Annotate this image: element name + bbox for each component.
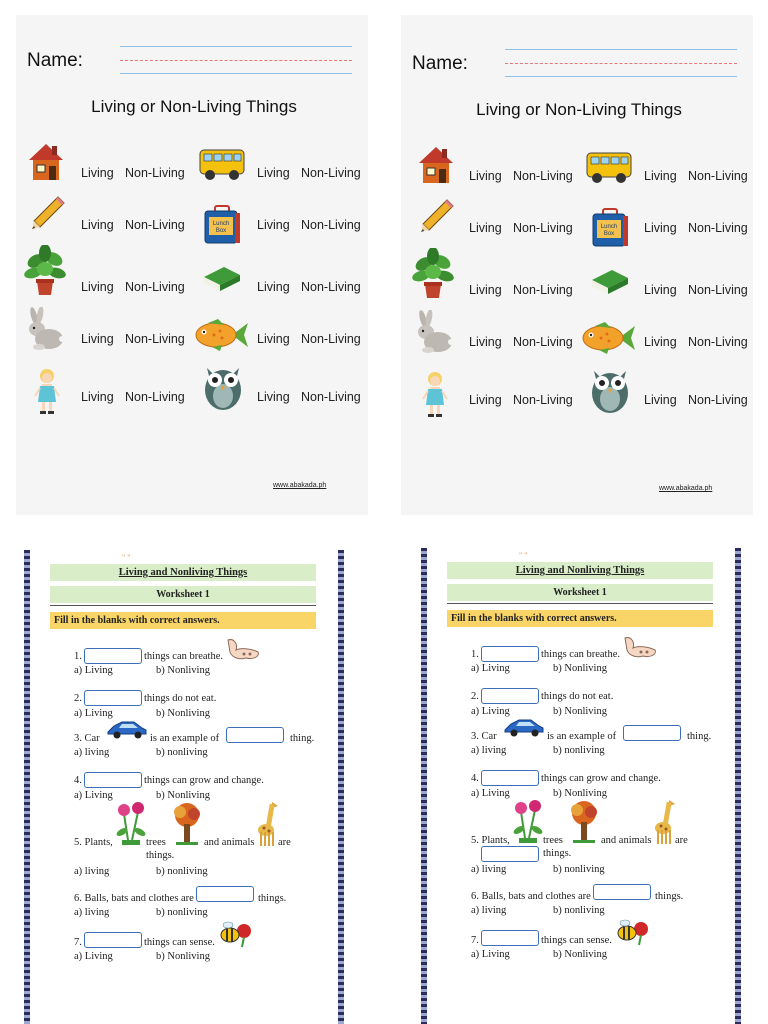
house-icon: [26, 140, 66, 182]
decorative-border: [735, 548, 741, 1024]
divider: [447, 603, 713, 604]
answer-blank[interactable]: [593, 884, 651, 900]
worksheet-title: Living or Non-Living Things: [91, 97, 297, 116]
question-number: 4.: [74, 775, 82, 786]
question-text: things can grow and change.: [541, 773, 661, 784]
giraffe-icon: [256, 800, 280, 848]
answer-blank[interactable]: [481, 930, 539, 946]
option-a[interactable]: a) Living: [74, 790, 113, 801]
question-number: 3. Car: [74, 733, 100, 744]
car-icon: [106, 718, 148, 740]
option-a[interactable]: a) living: [74, 747, 110, 758]
option-a[interactable]: a) Living: [471, 788, 510, 799]
option-non-living[interactable]: Non-Living: [513, 221, 573, 235]
option-non-living[interactable]: Non-Living: [513, 393, 573, 407]
answer-blank[interactable]: [226, 727, 284, 743]
question-text: trees: [146, 837, 166, 848]
question-text: things do not eat.: [541, 691, 614, 702]
option-non-living[interactable]: Non-Living: [688, 169, 748, 183]
option-b[interactable]: b) nonliving: [553, 864, 605, 875]
option-non-living[interactable]: Non-Living: [125, 280, 185, 294]
source-link[interactable]: www.abakada.ph: [273, 482, 327, 489]
question-number: 5. Plants,: [471, 835, 510, 846]
name-label: Name:: [412, 53, 468, 74]
option-b[interactable]: b) Nonliving: [156, 951, 210, 962]
answer-blank[interactable]: [84, 648, 142, 664]
option-b[interactable]: b) Nonliving: [553, 788, 607, 799]
name-writing-line: [505, 63, 737, 64]
school-bus-icon: [585, 149, 633, 185]
option-living[interactable]: Living: [644, 283, 677, 297]
question-number: 3. Car: [471, 731, 497, 742]
decorative-border: [338, 550, 344, 1024]
option-a[interactable]: a) Living: [74, 708, 113, 719]
option-b[interactable]: b) Nonliving: [156, 790, 210, 801]
question-text: 6. Balls, bats and clothes are: [471, 891, 591, 902]
potted-plant-icon: [412, 248, 454, 300]
bee-flower-icon: [615, 917, 651, 947]
option-living[interactable]: Living: [81, 390, 114, 404]
answer-blank[interactable]: [623, 725, 681, 741]
question-text: thing.: [290, 733, 315, 744]
fish-icon: [579, 320, 637, 356]
decorative-marks: " ": [122, 553, 131, 562]
option-b[interactable]: b) nonliving: [156, 866, 208, 877]
name-writing-line: [505, 76, 737, 77]
question-number: 2.: [74, 693, 82, 704]
option-b[interactable]: b) Nonliving: [553, 949, 607, 960]
option-non-living[interactable]: Non-Living: [513, 169, 573, 183]
worksheet-title: Living and Nonliving Things: [50, 564, 316, 581]
pencil-icon: [30, 195, 66, 231]
option-living[interactable]: Living: [469, 221, 502, 235]
option-non-living[interactable]: Non-Living: [125, 218, 185, 232]
question-text: things do not eat.: [144, 693, 217, 704]
pencil-icon: [419, 198, 455, 234]
question-text: is an example of: [150, 733, 220, 744]
option-living[interactable]: Living: [257, 280, 290, 294]
option-living[interactable]: Living: [469, 335, 502, 349]
option-b[interactable]: b) Nonliving: [156, 665, 210, 676]
option-living[interactable]: Living: [257, 390, 290, 404]
option-a[interactable]: a) living: [74, 866, 110, 877]
question-text: is an example of: [547, 731, 617, 742]
option-living[interactable]: Living: [644, 221, 677, 235]
rabbit-icon: [25, 307, 65, 351]
answer-blank[interactable]: [84, 772, 142, 788]
giraffe-icon: [653, 798, 677, 846]
bee-flower-icon: [218, 919, 254, 949]
tree-icon: [567, 800, 601, 844]
name-writing-line: [120, 60, 352, 61]
house-icon: [416, 143, 456, 185]
option-non-living[interactable]: Non-Living: [301, 218, 361, 232]
worksheet-fill-blanks-left: [24, 550, 344, 1024]
name-writing-line: [505, 49, 737, 50]
question-text: thing.: [687, 731, 712, 742]
option-b[interactable]: b) nonliving: [156, 907, 208, 918]
green-book-icon: [588, 266, 630, 298]
option-living[interactable]: Living: [469, 393, 502, 407]
svg-text:Lunch: Lunch: [212, 221, 230, 227]
worksheet-living-nonliving-left: [16, 15, 368, 515]
option-non-living[interactable]: Non-Living: [301, 166, 361, 180]
name-label: Name:: [27, 50, 83, 71]
question-number: 7.: [471, 935, 479, 946]
svg-text:Box: Box: [215, 228, 227, 234]
question-text: things.: [146, 850, 175, 861]
question-number: 4.: [471, 773, 479, 784]
question-text: things.: [258, 893, 287, 904]
option-non-living[interactable]: Non-Living: [301, 390, 361, 404]
name-writing-line: [120, 73, 352, 74]
divider: [50, 605, 316, 606]
green-book-icon: [200, 263, 242, 295]
owl-icon: [201, 362, 245, 412]
option-non-living[interactable]: Non-Living: [688, 393, 748, 407]
option-b[interactable]: b) nonliving: [553, 745, 605, 756]
worksheet-title: Living and Nonliving Things: [447, 562, 713, 579]
option-b[interactable]: b) nonliving: [156, 747, 208, 758]
answer-blank[interactable]: [481, 770, 539, 786]
option-living[interactable]: Living: [257, 332, 290, 346]
nose-icon: [621, 634, 661, 660]
option-living[interactable]: Living: [81, 218, 114, 232]
option-living[interactable]: Living: [81, 332, 114, 346]
option-non-living[interactable]: Non-Living: [125, 166, 185, 180]
question-text: 6. Balls, bats and clothes are: [74, 893, 194, 904]
option-non-living[interactable]: Non-Living: [688, 283, 748, 297]
name-writing-line: [120, 46, 352, 47]
option-non-living[interactable]: Non-Living: [301, 332, 361, 346]
option-non-living[interactable]: Non-Living: [301, 280, 361, 294]
question-text: and animals: [204, 837, 255, 848]
instruction-banner: Fill in the blanks with correct answers.: [50, 612, 316, 629]
girl-icon: [422, 371, 448, 419]
option-a[interactable]: a) Living: [471, 949, 510, 960]
option-a[interactable]: a) Living: [471, 706, 510, 717]
question-number: 5. Plants,: [74, 837, 113, 848]
tree-icon: [170, 802, 204, 846]
nose-icon: [224, 636, 264, 662]
option-a[interactable]: a) living: [74, 907, 110, 918]
option-a[interactable]: a) Living: [471, 663, 510, 674]
option-a[interactable]: a) Living: [74, 951, 113, 962]
svg-text:Box: Box: [603, 231, 615, 237]
option-a[interactable]: a) Living: [74, 665, 113, 676]
question-text: things.: [655, 891, 684, 902]
question-number: 7.: [74, 937, 82, 948]
instruction-banner: Fill in the blanks with correct answers.: [447, 610, 713, 627]
question-text: things.: [543, 848, 572, 859]
potted-plant-icon: [24, 245, 66, 297]
option-b[interactable]: b) Nonliving: [553, 706, 607, 717]
answer-blank[interactable]: [196, 886, 254, 902]
option-b[interactable]: b) Nonliving: [156, 708, 210, 719]
answer-blank[interactable]: [481, 846, 539, 862]
option-non-living[interactable]: Non-Living: [688, 221, 748, 235]
answer-blank[interactable]: [481, 688, 539, 704]
option-living[interactable]: Living: [644, 393, 677, 407]
question-text: things can grow and change.: [144, 775, 264, 786]
question-number: 2.: [471, 691, 479, 702]
worksheet-subtitle: Worksheet 1: [50, 586, 316, 603]
option-non-living[interactable]: Non-Living: [125, 390, 185, 404]
option-a[interactable]: a) living: [471, 745, 507, 756]
option-non-living[interactable]: Non-Living: [125, 332, 185, 346]
question-text: and animals: [601, 835, 652, 846]
source-link[interactable]: www.abakada.ph: [659, 485, 713, 492]
lunch-box-icon: [203, 205, 241, 245]
option-a[interactable]: a) living: [471, 864, 507, 875]
worksheet-title: Living or Non-Living Things: [476, 100, 682, 119]
flowers-icon: [114, 800, 148, 846]
option-non-living[interactable]: Non-Living: [513, 335, 573, 349]
option-living[interactable]: Living: [469, 169, 502, 183]
answer-blank[interactable]: [84, 690, 142, 706]
worksheet-fill-blanks-right: [421, 548, 741, 1024]
question-text: trees: [543, 835, 563, 846]
option-b[interactable]: b) nonliving: [553, 905, 605, 916]
rabbit-icon: [414, 310, 454, 354]
owl-icon: [588, 365, 632, 415]
option-living[interactable]: Living: [257, 166, 290, 180]
svg-text:Lunch: Lunch: [600, 224, 618, 230]
option-non-living[interactable]: Non-Living: [688, 335, 748, 349]
option-living[interactable]: Living: [469, 283, 502, 297]
option-living[interactable]: Living: [644, 169, 677, 183]
option-non-living[interactable]: Non-Living: [513, 283, 573, 297]
worksheet-living-nonliving-right: [401, 15, 753, 515]
lunch-box-icon: [591, 208, 629, 248]
answer-blank[interactable]: [84, 932, 142, 948]
decorative-marks: " ": [519, 551, 528, 560]
option-living[interactable]: Living: [81, 280, 114, 294]
flowers-icon: [511, 798, 545, 844]
question-number: 1.: [471, 649, 479, 660]
question-text: are: [675, 835, 688, 846]
decorative-border: [421, 548, 427, 1024]
option-living[interactable]: Living: [257, 218, 290, 232]
option-b[interactable]: b) Nonliving: [553, 663, 607, 674]
option-a[interactable]: a) living: [471, 905, 507, 916]
car-icon: [503, 716, 545, 738]
question-number: 1.: [74, 651, 82, 662]
question-text: things can sense.: [541, 935, 612, 946]
answer-blank[interactable]: [481, 646, 539, 662]
option-living[interactable]: Living: [81, 166, 114, 180]
worksheet-subtitle: Worksheet 1: [447, 584, 713, 601]
school-bus-icon: [198, 146, 246, 182]
option-living[interactable]: Living: [644, 335, 677, 349]
question-text: things can sense.: [144, 937, 215, 948]
fish-icon: [192, 317, 250, 353]
question-text: things can breathe.: [144, 651, 224, 662]
question-text: things can breathe.: [541, 649, 621, 660]
girl-icon: [34, 368, 60, 416]
question-text: are: [278, 837, 291, 848]
decorative-border: [24, 550, 30, 1024]
